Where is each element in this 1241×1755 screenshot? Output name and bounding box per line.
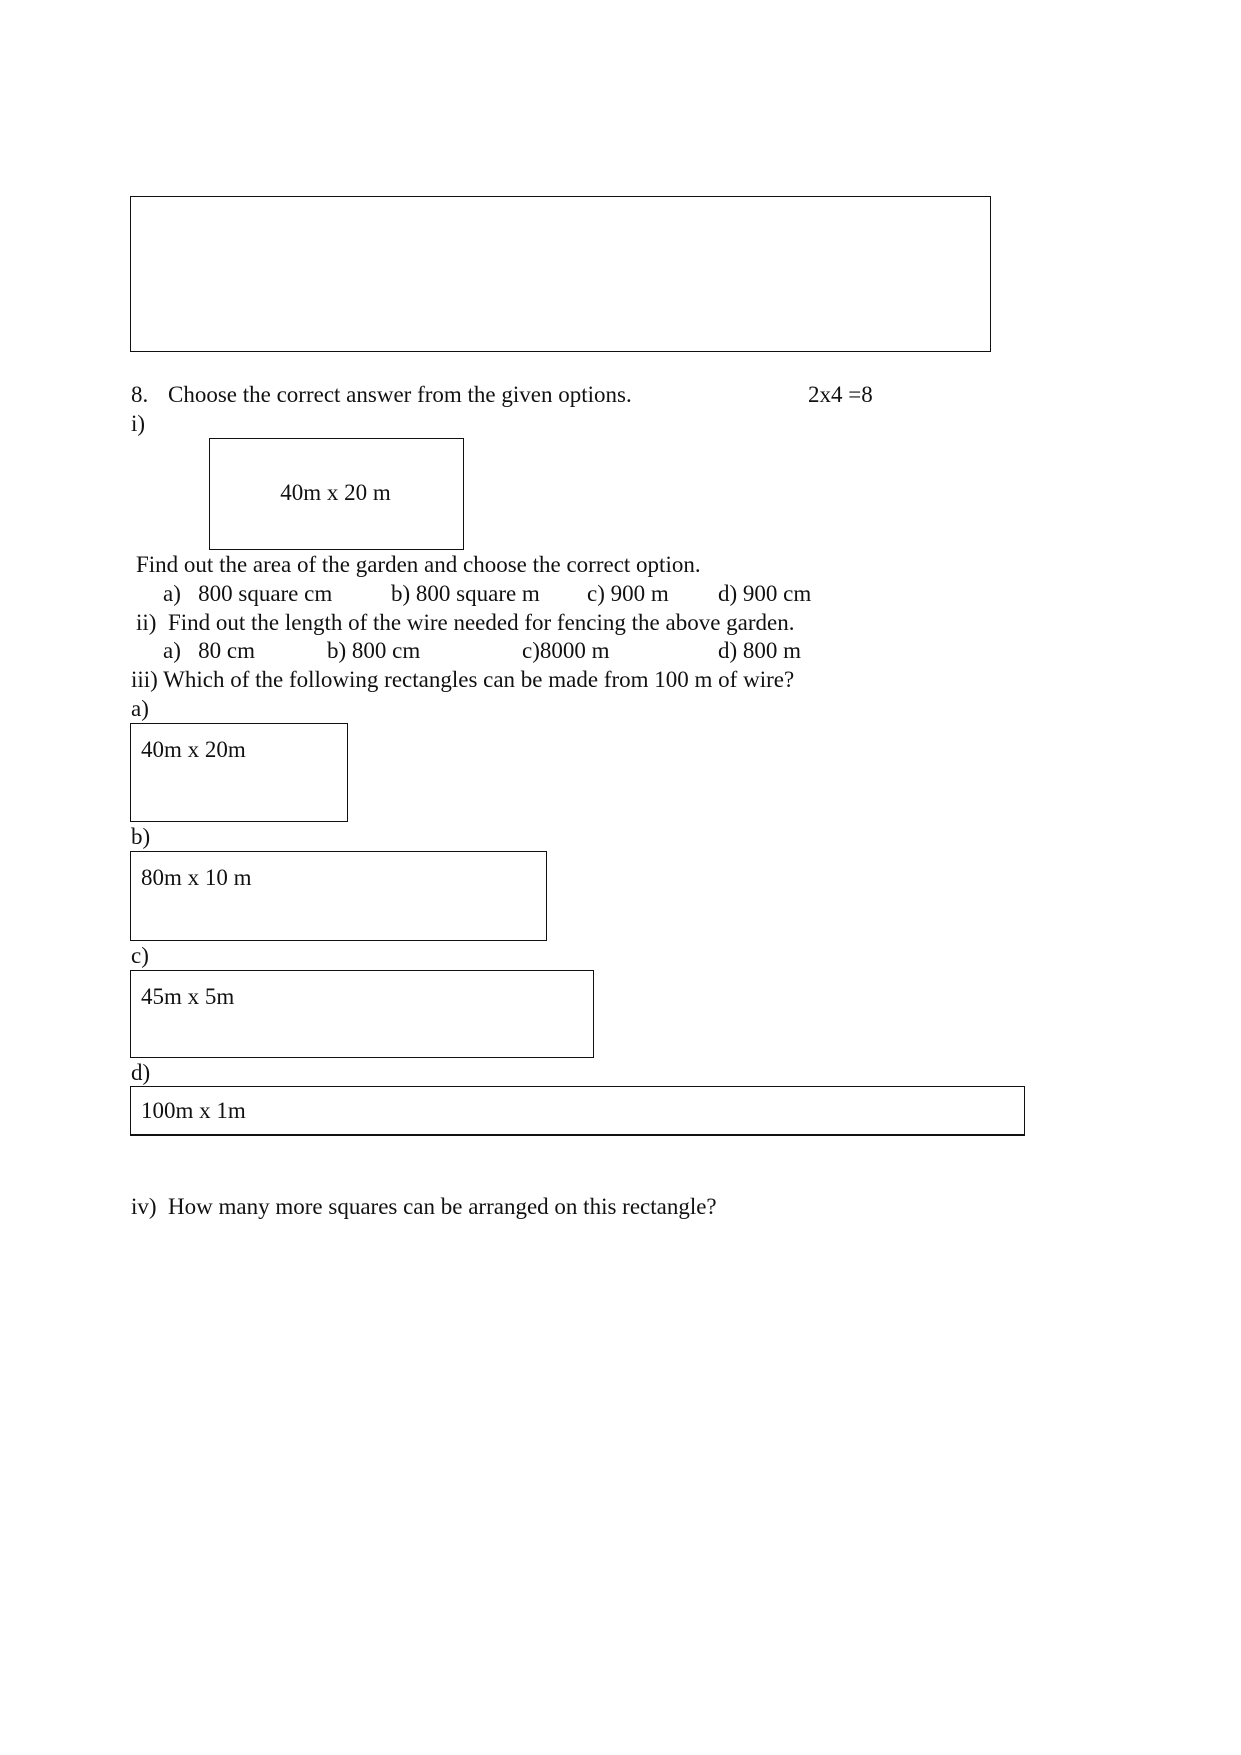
rectangle-choice-c (130, 970, 594, 1058)
marks: 2x4 =8 (808, 382, 873, 407)
answer-box (130, 196, 991, 352)
part-ii-option-d: d) 800 m (718, 638, 802, 663)
rectangle-choice-b-dimensions: 80m x 10 m (141, 865, 252, 890)
part-i-option-d: d) 900 cm (718, 581, 812, 606)
part-ii-option-c: c)8000 m (522, 638, 610, 663)
rectangle-choice-c-dimensions: 45m x 5m (141, 984, 235, 1009)
part-ii-option-a: a) 80 cm (163, 638, 255, 663)
garden-dimensions: 40m x 20 m (280, 480, 391, 505)
part-iii-question: iii) Which of the following rectangles can be made from 100 m of wire? (131, 667, 795, 692)
part-i-label: i) (131, 411, 146, 436)
rectangle-choice-d (130, 1086, 1025, 1136)
part-iii-choice-b-label: b) (131, 824, 151, 849)
part-iii-choice-c-label: c) (131, 943, 149, 968)
rectangle-choice-a (130, 723, 348, 822)
part-i-question: Find out the area of the garden and choose the correct option. (136, 552, 701, 577)
part-ii-question: ii) Find out the length of the wire needed for fencing the above garden. (136, 610, 795, 635)
question-number: 8. (131, 382, 149, 407)
part-i-option-c: c) 900 m (587, 581, 669, 606)
rectangle-choice-d-dimensions: 100m x 1m (141, 1098, 246, 1123)
part-ii-option-b: b) 800 cm (327, 638, 421, 663)
part-i-option-b: b) 800 square m (391, 581, 540, 606)
rectangle-choice-a-dimensions: 40m x 20m (141, 737, 246, 762)
part-iv-question: iv) How many more squares can be arranged on this rectangle? (131, 1194, 717, 1219)
part-i-option-a: a) 800 square cm (163, 581, 333, 606)
question-instruction: Choose the correct answer from the given options. (168, 382, 632, 407)
part-iii-choice-d-label: d) (131, 1060, 151, 1085)
rectangle-choice-b (130, 851, 547, 941)
part-iii-choice-a-label: a) (131, 696, 149, 721)
garden-rectangle (209, 438, 464, 550)
